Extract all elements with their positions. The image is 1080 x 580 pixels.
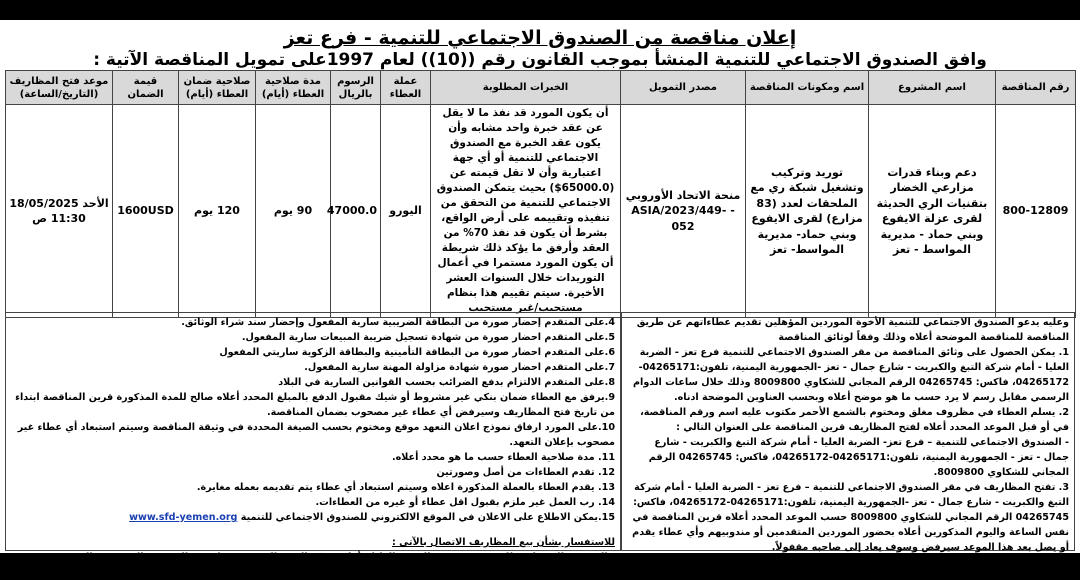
col-header: عملة العطاء (381, 71, 431, 105)
instruction-item: 10.على المورد ارفاق نموذج اعلان التعهد موقع ومختوم بحسب الصيغة المحددة في وثيقة المناقصة وسيتم استبعاد أي عطاء غير مصحوب بإعلان التعهد. (17, 422, 615, 448)
instructions-right (621, 312, 1075, 551)
col-header: قيمة الضمان (113, 71, 179, 105)
opening-time: 11:30 ص (32, 212, 86, 225)
instructions-left (5, 312, 621, 578)
instruction-item: 14. رب العمل غير ملزم بقبول اقل عطاء أو غيره من العطاءات. (315, 497, 615, 508)
inquiry-text: - الصندوق الاجتماعي للتنمية فرع تعز - الضربة العليا - أمام شركة التبغ والكبريت - شارع جمال - تعز -الجمهورية اليمنية ، تلفون:04265171-04265172 ، فاكس : 04265745 ، الرقم المجاني للشكاوي 8009800 . (54, 552, 615, 578)
instruction-item: 7.على المتقدم احضار صورة شهادة مزاولة المهنة سارية المفعول. (304, 362, 615, 373)
instruction-item: 1. يمكن الحصول على وثائق المناقصة من مقر الصندوق الاجتماعي للتنمية فرع تعز - الضربة العليا - أمام شركة التبغ والكبريت - شارع جمال - تعز -الجمهورية اليمنية، تلفون:04265171-04265172، فاكس: 04265745 الرقم المجاني للشكاوي 8009800 وذلك خلال ساعات الدوام الرسمي مقابل رسم لا يرد حسب ما هو موضح أعلاه وبحسب العناوين الموضحة ادناه. (633, 347, 1069, 403)
col-header: الخبرات المطلوبة (431, 71, 621, 105)
page-title: إعلان مناقصة من الصندوق الاجتماعي للتنمية - فرع تعز (283, 27, 797, 49)
col-header: اسم المشروع (869, 71, 996, 105)
instruction-item: 9.يرفق مع العطاء ضمان بنكي غير مشروط أو شيك مقبول الدفع بالمبلغ المحدد أعلاه صالح للمدة المذكورة قرين المناقصة ابتداء من تاريخ فتح المظاريف وسيرفض أي عطاء غير مصحوب بضمان المناقصة. (15, 392, 615, 418)
table-header-row (6, 71, 1076, 105)
instruction-item: 4.على المتقدم إحضار صورة من البطاقة الضريبية سارية المفعول وإحضار سند شراء الوثائق. (181, 317, 615, 328)
tender-announcement (0, 20, 1080, 578)
instruction-item-15 (11, 510, 615, 525)
col-header: صلاحية ضمان العطاء (أيام) (179, 71, 256, 105)
intro-text: وعليه يدعو الصندوق الاجتماعي للتنمية الأخوة الموردين المؤهلين تقديم عطاءاتهم عن طريق المناقصة للمناقصة الموضحة أعلاه وذلك وفقاً لوثائق المناقصة (636, 317, 1069, 343)
instruction-item: 5.على المتقدم احضار صورة من شهادة تسجيل ضريبة المبيعات سارية المفعول. (241, 332, 615, 343)
opening-datetime (6, 105, 113, 318)
col-header: مصدر التمويل (621, 71, 746, 105)
required-experience: أن يكون المورد قد نفذ ما لا يقل عن عقد خبرة واحد مشابه وأن يكون عقد الخبرة مع الصندوق الاجتماعي للتنمية أو أي جهة اعتبارية وأن لا تقل قيمته عن (65000.0$) بحيث يتمكن الصندوق الاجتماعي للتنمية من التحقق من تنفيذه وتقييمه على أرض الواقع، بشرط أن يكون قد نفذ 70% من العقد وأرفق ما يؤكد ذلك شريطة أن يكون المورد مستمرا في أعمال التوريدات خلال السنوات العشر الأخيرة. سيتم تقييم هذا بنظام مستجيب/غير مستجيب (431, 105, 621, 318)
opening-date: الأحد 18/05/2025 (9, 196, 109, 210)
col-header: الرسوم بالريال (331, 71, 381, 105)
inquiry-heading: للاستفسار بشأن بيع المظاريف الاتصال بالآتي : (391, 537, 615, 548)
instruction-item: 3. تفتح المظاريف في مقر الصندوق الاجتماعي للتنمية – فرع تعز - الضربة العليا - أمام شركة التبغ والكبريت - شارع جمال - تعز -الجمهورية اليمنية، تلفون:04265171-04265172، فاكس: 04265745 الرقم المجاني للشكاوي 8009800 حسب الموعد المحدد أعلاه قرين المناقصة في نفس الساعة واليوم المذكورين أعلاه بحضور الموردين المتقدمين أو مندوبيهم وأي عطاء يقدم أو يصل بعد هذا الموعد سيرفض وسوف يعاد إلى صاحبه مقفولاً. (632, 482, 1069, 553)
col-header: اسم ومكونات المناقصة (746, 71, 869, 105)
col-header: موعد فتح المظاريف (التاريخ/الساعة) (6, 71, 113, 105)
guarantee-validity: 120 يوم (179, 105, 256, 318)
fees: 47000.0 (331, 105, 381, 318)
tender-components: توريد وتركيب وتشغيل شبكة ري مع الملحقات لعدد (83 مزارع) لقرى الايفوع وبني حماد- مديرية المواسط- تعز (746, 105, 869, 318)
bid-validity: 90 يوم (256, 105, 331, 318)
instruction-item: 11. مدة صلاحية العطاء حسب ما هو محدد أعلاه. (391, 452, 615, 463)
website-link[interactable]: www.sfd-yemen.org (129, 512, 238, 523)
page-subtitle: وافق الصندوق الاجتماعي للتنمية المنشأ بموجب القانون رقم ((10)) لعام 1997على تمويل المناقصة الآتية : (93, 50, 987, 70)
instruction-item: 12. تقدم العطاءات من أصل وصورتين (436, 467, 615, 478)
project-name: دعم وبناء قدرات مزارعي الخضار بتقنيات الري الحديثة لقرى عزلة الايفوع وبني حماد - مديرية المواسط - تعز (869, 105, 996, 318)
col-header: مدة صلاحية العطاء (أيام) (256, 71, 331, 105)
tender-number: 800-12809 (996, 105, 1076, 318)
bid-currency: اليورو (381, 105, 431, 318)
instruction-item: 13. يقدم العطاء بالعملة المذكورة اعلاه وسيتم استبعاد أي عطاء يتم تقديمه بعمله مغايرة. (196, 482, 615, 493)
guarantee-value: 1600USD (113, 105, 179, 318)
funding-source: منحة الاتحاد الأوروبي - ASIA/2023/449-052 (621, 105, 746, 318)
instruction-item: - الصندوق الاجتماعي للتنمية – فرع تعز- الضربة العليا - أمام شركة التبغ والكبريت - شارع جمال - تعز - الجمهورية اليمنية، تلفون:04265171-04265172، فاكس: 04265745 الرقم المجاني للشكاوي 8009800. (648, 437, 1069, 478)
instruction-item: 8.على المتقدم الالتزام بدفع الضرائب بحسب القوانين السارية في البلاد (278, 377, 615, 388)
col-header: رقم المناقصة (996, 71, 1076, 105)
instruction-item: 6.على المتقدم احضار صورة من البطاقة التأمينية والبطاقة الزكوية ساريتي المفعول (219, 347, 615, 358)
item-15-text: 15.يمكن الاطلاع على الاعلان في الموقع الالكتروني للصندوق الاجتماعي للتنمية (240, 512, 615, 523)
instruction-item: 2. يسلم العطاء في مظروف مغلق ومختوم بالشمع الأحمر مكتوب عليه اسم ورقم المناقصة، في أو قبل الموعد المحدد أعلاه لفتح المظاريف قرين المناقصة على العنوان التالي : (640, 407, 1069, 433)
table-row (6, 105, 1076, 318)
tender-table (5, 70, 1076, 318)
